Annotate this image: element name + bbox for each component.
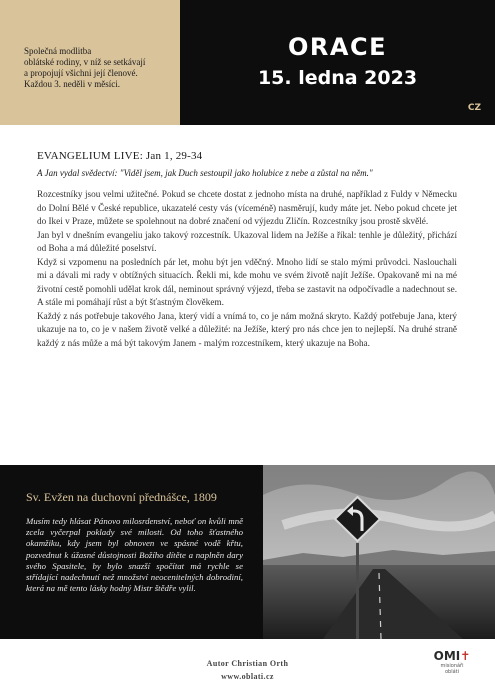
gospel-heading: EVANGELIUM LIVE: Jan 1, 29-34	[37, 150, 203, 162]
logo-line2: obláti	[444, 669, 460, 675]
gospel-quote: A Jan vydal svědectví: "Viděl jsem, jak Duch sestoupil jako holubice z nebe a zůstal na něm."	[37, 168, 373, 178]
intro-line: Každou 3. neděli v měsíci.	[24, 79, 120, 89]
saint-quote-title: Sv. Evžen na duchovní přednášce, 1809	[26, 490, 217, 504]
main-content	[37, 150, 457, 350]
logo-mark: OMI	[433, 649, 461, 663]
footer-author: Autor Christian Orth	[206, 659, 289, 668]
header-intro-panel	[0, 0, 180, 125]
body-paragraph: Rozcestníky jsou velmi užitečné. Pokud se chcete dostat z jednoho místa na druhé, například z Fuldy v Německu do Dolní Bělé v České republice, ukazatelé cesty vás (víceméně) nasměrují, kudy máte jet. Nebo pokud chcete jet do Ikei v Praze, můžete se spolehnout na dobré značení od výjezdu Zličín. Rozcestníky jsou prostě skvělé.	[37, 189, 457, 226]
cross-icon: ✝	[460, 649, 471, 663]
sign-post	[356, 543, 359, 639]
footer-url[interactable]: www.oblati.cz	[221, 672, 274, 681]
header-title-panel	[180, 0, 495, 125]
body-paragraph: Každý z nás potřebuje takového Jana, který vidí a vnímá to, co je nám možná skryto. Každý potřebuje Jana, který ukazuje na to, co je v našem životě velké a důležité: na Ježíše, který pro nás chce jen to nejlepší. Na druhé straně každý z nás může a má být takovým Janem - malým rozcestníkem, který ukazuje na Boha.	[37, 310, 457, 348]
intro-line: a propojují všichni její členové.	[24, 68, 138, 78]
intro-text	[24, 46, 174, 90]
language-badge: CZ	[467, 103, 481, 113]
omi-logo	[432, 650, 472, 692]
intro-line: Společná modlitba	[24, 46, 92, 56]
logo-line1: misionáři	[440, 663, 464, 669]
road-sign-photo	[263, 465, 495, 639]
body-paragraph: Když si vzpomenu na posledních pár let, mohu být jen vděčný. Mnoho lidí se stalo mými průvodci. Naslouchali mi a dávali mi rady v obtížných situacích. Řekli mi, kde mohu ve svém životě najít Ježíše. Opakovaně mi na mé životní cestě pomohli udělat krok dál, neminout správný výjezd, třeba se zastavit na odpočívadle a nadechnout se. A stále mi pomáhají růst a být šťastným člověkem.	[37, 256, 457, 307]
page-date: 15. ledna 2023	[257, 67, 418, 89]
body-paragraph: Jan byl v dnešním evangeliu jako takový rozcestník. Ukazoval lidem na Ježíše a říkal: tenhle je důležitý, přichází od Boha a má důležité poselství.	[37, 229, 457, 253]
saint-quote-text: Musím tedy hlásat Pánovo milosrdenství, neboť on kvůli mně zcela vyčerpal poklady své milosti. Od toho šťastného okamžiku, kdy jsem byl obnoven ve spásné vodě křtu, pozvednut k úžasné důstojnosti Božího dítěte a naplněn dary svého Spasitele, by bylo snazší spočítat má rychle se střídající nadechnutí než množství neocenitelných dobrodiní, která na mě tento lásky hodný Mistr štědře vylil.	[26, 516, 243, 594]
intro-line: oblátské rodiny, v níž se setkávají	[24, 57, 146, 67]
page-title: ORACE	[288, 33, 387, 61]
